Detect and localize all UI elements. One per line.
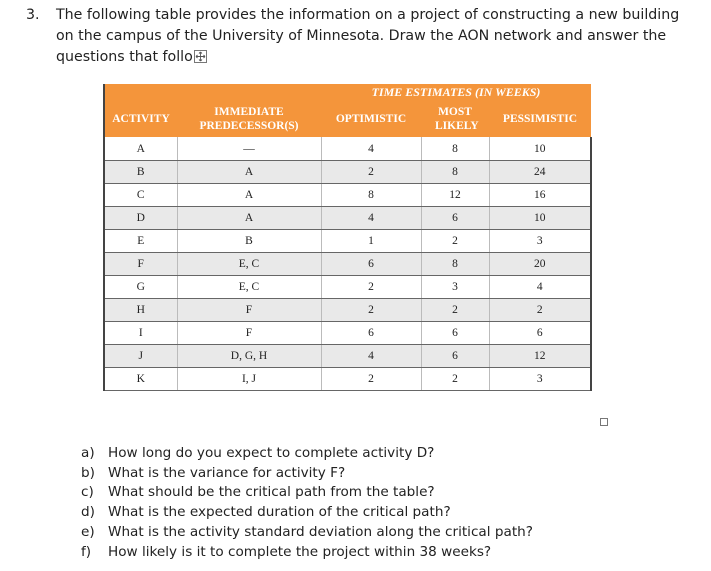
cell-predecessor: E, C: [177, 276, 321, 299]
cell-activity: H: [104, 299, 177, 322]
question-label: c): [81, 484, 94, 501]
cell-predecessor: D, G, H: [177, 345, 321, 368]
header-row-columns: [104, 101, 591, 138]
cell-optimistic: 2: [321, 368, 421, 391]
cell-activity: K: [104, 368, 177, 391]
problem-number: 3.: [26, 7, 40, 23]
table-row: [104, 322, 591, 345]
cell-optimistic: 6: [321, 322, 421, 345]
cell-pessimistic: 4: [489, 276, 591, 299]
question-text: What is the variance for activity F?: [108, 464, 346, 481]
cell-activity: I: [104, 322, 177, 345]
question-item: [81, 444, 533, 464]
cell-predecessor: F: [177, 322, 321, 345]
table-row: [104, 276, 591, 299]
cell-pessimistic: 3: [489, 230, 591, 253]
problem-text-body: The following table provides the information on a project of constructing a new building on the campus of the University of Minnesota. Draw the AON network and answer the questions that follo: [56, 7, 680, 65]
question-label: d): [81, 504, 95, 521]
table-row: [104, 161, 591, 184]
table-body: [104, 138, 591, 391]
cell-optimistic: 2: [321, 299, 421, 322]
project-table: [103, 84, 592, 391]
table-resize-handle[interactable]: [600, 418, 608, 426]
question-item: [81, 464, 533, 484]
cell-most-likely: 6: [421, 207, 489, 230]
header-blank-1: [104, 84, 177, 101]
cell-activity: G: [104, 276, 177, 299]
cell-activity: A: [104, 138, 177, 161]
cell-activity: J: [104, 345, 177, 368]
table-row: [104, 138, 591, 161]
cell-most-likely: 6: [421, 322, 489, 345]
cell-activity: D: [104, 207, 177, 230]
cell-most-likely: 2: [421, 368, 489, 391]
problem-statement: [26, 5, 698, 68]
question-label: b): [81, 464, 95, 481]
cell-most-likely: 6: [421, 345, 489, 368]
cell-pessimistic: 24: [489, 161, 591, 184]
cell-pessimistic: 12: [489, 345, 591, 368]
cell-predecessor: F: [177, 299, 321, 322]
cell-pessimistic: 2: [489, 299, 591, 322]
cell-predecessor: I, J: [177, 368, 321, 391]
cell-optimistic: 4: [321, 345, 421, 368]
table-row: [104, 230, 591, 253]
col-header-most-likely: [421, 101, 489, 138]
cell-most-likely: 2: [421, 299, 489, 322]
col-header-predecessor-text: IMMEDIATE PREDECESSOR(S): [199, 106, 299, 132]
question-label: a): [81, 445, 95, 461]
col-header-most-likely-text: MOST LIKELY: [435, 106, 479, 132]
cell-pessimistic: 10: [489, 207, 591, 230]
question-text: How likely is it to complete the project within 38 weeks?: [108, 543, 492, 560]
cell-most-likely: 12: [421, 184, 489, 207]
header-blank-2: [177, 84, 321, 101]
col-header-activity: ACTIVITY: [104, 101, 177, 138]
cell-optimistic: 2: [321, 161, 421, 184]
problem-text: [56, 5, 698, 68]
cell-most-likely: 8: [421, 161, 489, 184]
cell-pessimistic: 10: [489, 138, 591, 161]
cell-optimistic: 1: [321, 230, 421, 253]
cell-pessimistic: 16: [489, 184, 591, 207]
table-row: [104, 184, 591, 207]
cell-predecessor: B: [177, 230, 321, 253]
col-header-pessimistic: PESSIMISTIC: [489, 101, 591, 138]
question-item: [81, 503, 533, 523]
question-label: e): [81, 523, 95, 540]
table-row: [104, 299, 591, 322]
cell-optimistic: 4: [321, 138, 421, 161]
table-row: [104, 368, 591, 391]
cell-most-likely: 3: [421, 276, 489, 299]
cell-most-likely: 8: [421, 138, 489, 161]
time-estimates-header: TIME ESTIMATES (IN WEEKS): [321, 84, 591, 101]
col-header-optimistic: OPTIMISTIC: [321, 101, 421, 138]
question-text: What is the activity standard deviation along the critical path?: [108, 523, 533, 540]
table-row: [104, 207, 591, 230]
cell-pessimistic: 6: [489, 322, 591, 345]
cell-activity: C: [104, 184, 177, 207]
question-text: What should be the critical path from the table?: [108, 484, 435, 501]
cell-predecessor: E, C: [177, 253, 321, 276]
table-move-handle-icon[interactable]: [194, 50, 207, 63]
cell-optimistic: 4: [321, 207, 421, 230]
question-item: [81, 523, 533, 543]
cell-activity: B: [104, 161, 177, 184]
cell-most-likely: 2: [421, 230, 489, 253]
cell-optimistic: 8: [321, 184, 421, 207]
question-item: [81, 483, 533, 503]
question-text: What is the expected duration of the critical path?: [108, 504, 451, 521]
cell-optimistic: 6: [321, 253, 421, 276]
cell-predecessor: —: [177, 138, 321, 161]
question-list: [81, 444, 533, 562]
cell-most-likely: 8: [421, 253, 489, 276]
question-item: [81, 543, 533, 563]
col-header-predecessor: [177, 101, 321, 138]
table-row: [104, 253, 591, 276]
cell-pessimistic: 20: [489, 253, 591, 276]
question-text: How long do you expect to complete activity D?: [108, 445, 435, 461]
table-row: [104, 345, 591, 368]
cell-predecessor: A: [177, 161, 321, 184]
header-row-group: [104, 84, 591, 101]
cell-optimistic: 2: [321, 276, 421, 299]
cell-activity: F: [104, 253, 177, 276]
cell-predecessor: A: [177, 207, 321, 230]
cell-activity: E: [104, 230, 177, 253]
cell-pessimistic: 3: [489, 368, 591, 391]
cell-predecessor: A: [177, 184, 321, 207]
question-label: f): [81, 543, 92, 560]
